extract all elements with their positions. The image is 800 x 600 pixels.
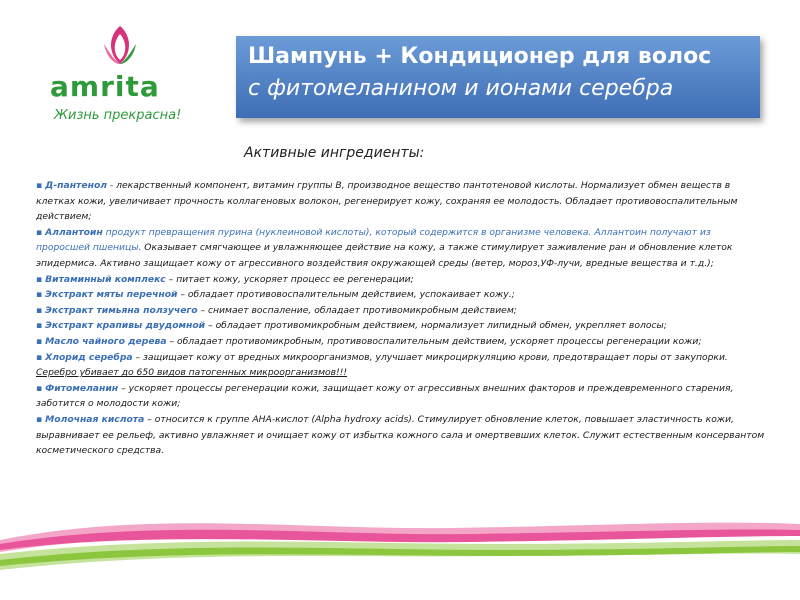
ingredient-item: ▪ Экстракт крапивы двудомной – обладает противомикробным действием, нормализует липидный обмен, укрепляет волосы; (36, 320, 667, 332)
ingredient-name: Экстракт мяты перечной (45, 289, 178, 301)
amrita-logo (50, 22, 190, 123)
ingredient-name: Д-пантенол (45, 180, 107, 191)
logo-tagline: Жизнь прекрасна! (54, 108, 182, 123)
ingredient-description-underlined: Серебро убивает до 650 видов патогенных микроорганизмов!!! (36, 367, 348, 379)
title-banner (236, 36, 760, 118)
title-line-1: Шампунь + Кондиционер для волос (248, 44, 712, 69)
ingredient-item: ▪ Экстракт мяты перечной – обладает противовоспалительным действием, успокаивает кожу.; (36, 289, 515, 301)
ingredient-name: Экстракт тимьяна ползучего (45, 304, 198, 316)
ingredient-name: Фитомеланин (45, 382, 119, 394)
ingredient-description-highlight: продукт превращения пурина (нуклеиновой кислоты), который содержится в организме человека. Аллантоин получают из проросшей пшеницы. (36, 226, 711, 254)
decorative-waves (0, 500, 800, 600)
ingredient-item: ▪ Витаминный комплекс – питает кожу, ускоряет процесс ее регенерации; (36, 273, 414, 285)
section-heading: Активные ингредиенты: (244, 145, 425, 161)
ingredient-item: ▪ Хлорид серебра – защищает кожу от вредных микроорганизмов, улучшает микроциркуляцию крови, предотвращает поры от закупорки. Серебро убивает до 650 видов патогенных микроорганизмов!!! (36, 351, 728, 379)
ingredient-name: Аллантоин (45, 226, 103, 238)
ingredient-description: лекарственный компонент, витамин группы В, производное вещество пантотеновой кислоты. Нормализует обмен веществ в клетках кожи, увеличивает прочность коллагеновых волокон, регенерирует кожу, сохраняя ее молодость. Обладает противовоспалительным действием; (36, 180, 738, 223)
lotus-flower-icon (100, 22, 140, 68)
ingredient-name: Экстракт крапивы двудомной (45, 320, 206, 332)
ingredient-name: Витаминный комплекс (45, 273, 166, 285)
ingredient-item: ▪ Аллантоин продукт превращения пурина (нуклеиновой кислоты), который содержится в организме человека. Аллантоин получают из проросшей пшеницы. Оказывает смягчающее и увлажняющее действие на кожу, а также стимулирует заживление ран и обновление клеток эпидермиса. Активно защищает кожу от агрессивного воздействия окружающей среды (ветер, мороз,УФ-лучи, вредные вещества и т.д.); (36, 226, 733, 269)
ingredient-description: Оказывает смягчающее и увлажняющее действие на кожу, а также стимулирует заживление ран и обновление клеток эпидермиса. Активно защищает кожу от агрессивного воздействия окружающей среды (ветер, мороз,УФ-лучи, вредные вещества и т.д.); (36, 242, 733, 269)
ingredient-description: ускоряет процессы регенерации кожи, защищает кожу от агрессивных внешних факторов и преждевременного старения, заботится о молодости кожи; (36, 382, 734, 410)
ingredient-description: снимает воспаление, обладает противомикробным действием; (207, 304, 517, 316)
logo-wordmark: amrita (50, 70, 160, 103)
ingredient-item: ▪ Экстракт тимьяна ползучего – снимает воспаление, обладает противомикробным действием; (36, 304, 517, 316)
ingredient-item: ▪ Д-пантенол - лекарственный компонент, витамин группы В, производное вещество пантотеновой кислоты. Нормализует обмен веществ в клетках кожи, увеличивает прочность коллагеновых волокон, регенерирует кожу, сохраняя ее молодость. Обладает противовоспалительным действием; (36, 180, 738, 223)
ingredient-description: защищает кожу от вредных микроорганизмов, улучшает микроциркуляцию крови, предотвращает поры от закупорки. (143, 351, 728, 363)
ingredient-name: Масло чайного дерева (45, 335, 167, 347)
ingredient-description: обладает противомикробным действием, нормализует липидный обмен, укрепляет волосы; (215, 320, 667, 332)
ingredient-name: Хлорид серебра (45, 351, 133, 363)
ingredients-list (36, 178, 766, 459)
ingredient-description: относится к группе АНА-кислот (Alpha hydroxy acids). Стимулирует обновление клеток, повышает эластичность кожи, выравнивает ее рельеф, активно увлажняет и очищает кожу от избытка кожного сала и омертвевших клеток. Служит естественным консервантом косметического средства. (36, 413, 765, 457)
ingredient-name: Молочная кислота (45, 413, 145, 425)
ingredient-description: обладает противомикробным, противовоспалительным действием, ускоряет процессы регенерации кожи; (177, 335, 702, 347)
title-line-2: с фитомеланином и ионами серебра (248, 76, 674, 101)
ingredient-description: питает кожу, ускоряет процесс ее регенерации; (176, 273, 414, 285)
ingredient-item: ▪ Молочная кислота – относится к группе АНА-кислот (Alpha hydroxy acids). Стимулирует обновление клеток, повышает эластичность кожи, выравнивает ее рельеф, активно увлажняет и очищает кожу от избытка кожного сала и омертвевших клеток. Служит естественным консервантом косметического средства. (36, 413, 765, 457)
ingredient-item: ▪ Фитомеланин – ускоряет процессы регенерации кожи, защищает кожу от агрессивных внешних факторов и преждевременного старения, заботится о молодости кожи; (36, 382, 734, 410)
ingredient-item: ▪ Масло чайного дерева – обладает противомикробным, противовоспалительным действием, ускоряет процессы регенерации кожи; (36, 335, 702, 347)
ingredient-description: обладает противовоспалительным действием, успокаивает кожу.; (187, 289, 515, 301)
